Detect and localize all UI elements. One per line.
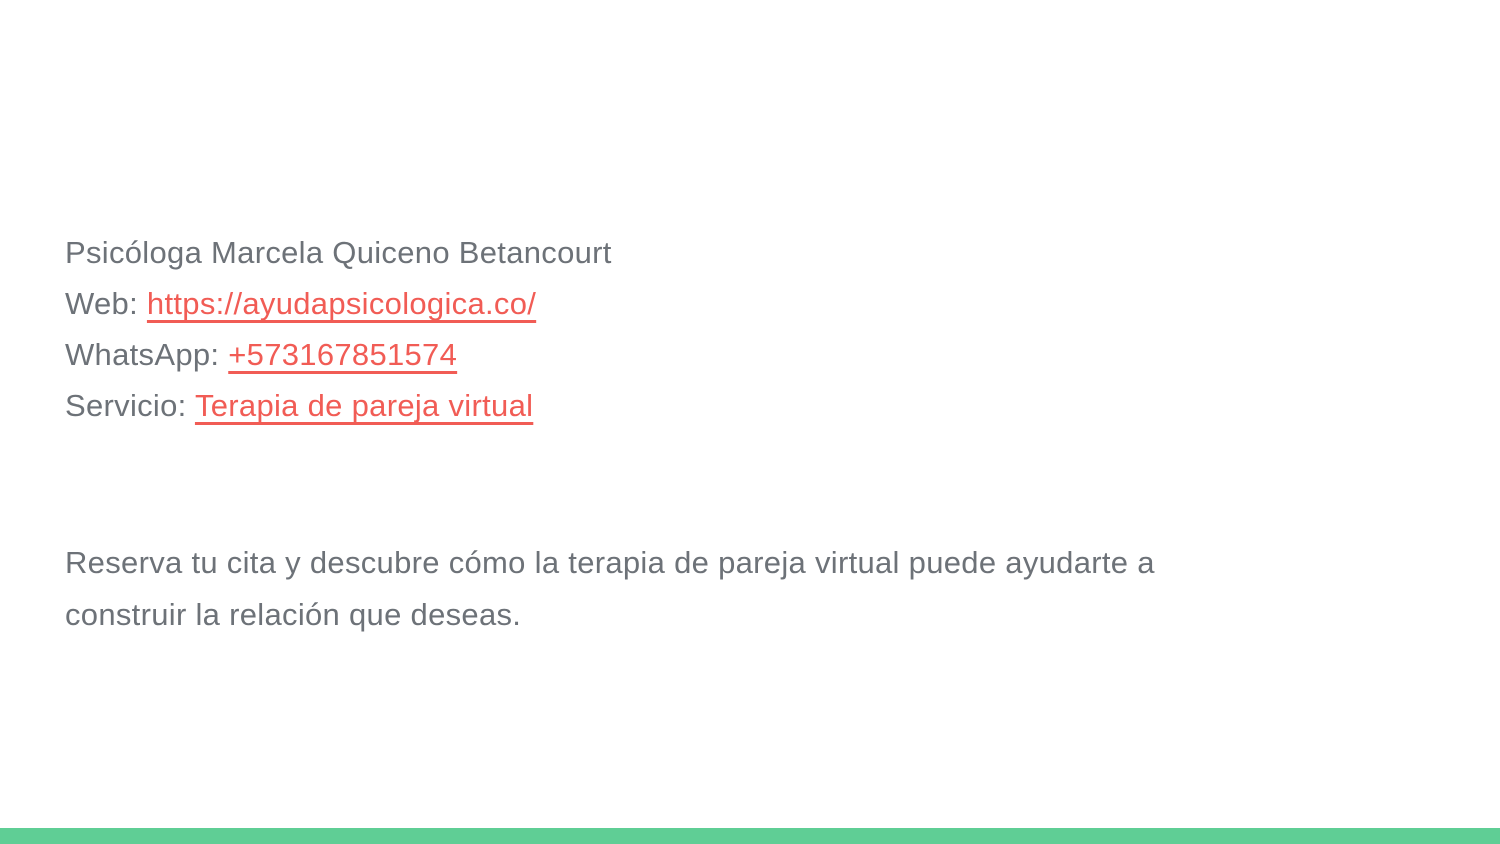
psychologist-name <box>65 227 612 278</box>
whatsapp-link[interactable]: +573167851574 <box>228 337 458 372</box>
contact-info-block <box>65 227 612 431</box>
whatsapp-line <box>65 329 612 380</box>
service-label: Servicio: <box>65 388 187 423</box>
cta-paragraph <box>65 537 1155 641</box>
psychologist-name-text: Psicóloga Marcela Quiceno Betancourt <box>65 235 612 270</box>
whatsapp-label: WhatsApp: <box>65 337 220 372</box>
website-link[interactable]: https://ayudapsicologica.co/ <box>146 286 537 321</box>
service-line <box>65 380 612 431</box>
cta-line-2: construir la relación que deseas. <box>65 597 522 632</box>
web-label: Web: <box>65 286 138 321</box>
footer-accent-bar <box>0 828 1500 844</box>
cta-line-1: Reserva tu cita y descubre cómo la terapia de pareja virtual puede ayudarte a <box>65 545 1155 580</box>
web-line <box>65 278 612 329</box>
service-link[interactable]: Terapia de pareja virtual <box>194 388 534 423</box>
